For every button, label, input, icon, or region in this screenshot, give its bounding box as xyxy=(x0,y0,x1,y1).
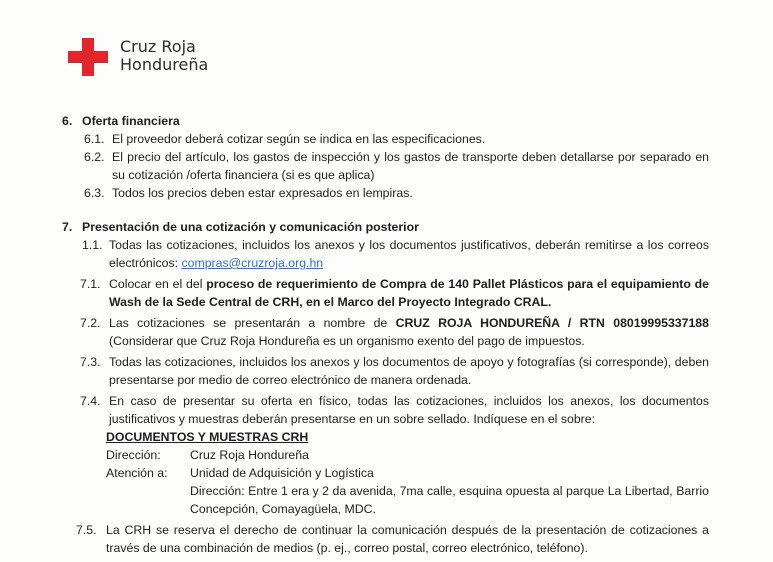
address-text: Dirección: Entre 1 era y 2 da avenida, 7ma calle, esquina opuesta al parque La Libertad, Barrio Concepción, Comayagüela, MDC. xyxy=(190,484,709,516)
item-text: Colocar en el del xyxy=(109,277,203,291)
list-item xyxy=(0,275,773,311)
item-text: Todos los precios deben estar expresados en lempiras. xyxy=(112,186,413,200)
envelope-attention-row xyxy=(0,464,773,482)
section-7-title-row xyxy=(0,218,773,236)
direction-value: Cruz Roja Hondureña xyxy=(190,448,309,462)
item-number: 6.1. xyxy=(84,132,105,146)
logo-text xyxy=(120,38,208,74)
list-item xyxy=(0,521,773,557)
logo-line-1: Cruz Roja xyxy=(120,37,196,56)
item-text: En caso de presentar su oferta en físico, todas las cotizaciones, incluidos los anexos, los documentos justificativos y muestras deberán presentarse en un sobre sellado. Indíquese en el sobre: xyxy=(109,394,709,426)
section-6 xyxy=(0,112,773,202)
item-number: 7.4. xyxy=(80,394,101,408)
document-body xyxy=(0,112,773,557)
list-item xyxy=(0,392,773,428)
section-6-title-row xyxy=(0,112,773,130)
section-7 xyxy=(0,218,773,557)
envelope-address xyxy=(0,482,773,518)
item-text: Todas las cotizaciones, incluidos los anexos y los documentos justificativos, deberán remitirse a los correos electrónicos: xyxy=(109,238,709,270)
email-link[interactable]: compras@cruzroja.org.hn xyxy=(181,256,324,270)
item-number: 7.5. xyxy=(76,523,97,537)
section-number: 6. xyxy=(62,114,73,128)
direction-label: Dirección: xyxy=(106,448,161,462)
envelope-direction-row xyxy=(0,446,773,464)
item-text: Todas las cotizaciones, incluidos los anexos y los documentos de apoyo y fotografías (si corresponde), deben presentarse por medio de correo electrónico de manera ordenada. xyxy=(109,355,709,387)
logo-line-2: Hondureña xyxy=(120,55,209,74)
item-number: 7.3. xyxy=(80,355,101,369)
item-bold-text: CRUZ ROJA HONDUREÑA / RTN 08019995337188 xyxy=(395,316,709,330)
item-number: 6.3. xyxy=(84,186,105,200)
attention-label: Atención a: xyxy=(106,466,168,480)
item-text: El proveedor deberá cotizar según se indica en las especificaciones. xyxy=(112,132,486,146)
item-number: 6.2. xyxy=(84,150,105,164)
list-item xyxy=(0,353,773,389)
list-item xyxy=(0,236,773,272)
item-bold-text: proceso de requerimiento de Compra de 140 Pallet Plásticos para el equipamiento de Wash de la Sede Central de CRH, en el Marco del Proyecto Integrado CRAL. xyxy=(109,277,710,309)
section-title: Oferta financiera xyxy=(82,114,180,128)
list-item xyxy=(0,314,773,350)
envelope-heading-row xyxy=(0,428,773,446)
section-number: 7. xyxy=(62,220,73,234)
item-text: La CRH se reserva el derecho de continuar la comunicación después de la presentación de cotizaciones a través de una combinación de medios (p. ej., correo postal, correo electrónico, teléfono). xyxy=(106,523,709,555)
item-text-post: (Considerar que Cruz Roja Hondureña es un organismo exento del pago de impuestos. xyxy=(109,334,585,348)
list-item xyxy=(0,184,773,202)
item-text: El precio del artículo, los gastos de inspección y los gastos de transporte deben detallarse por separado en su cotización /oferta financiera (si es que aplica) xyxy=(112,150,709,182)
envelope-heading: DOCUMENTOS Y MUESTRAS CRH xyxy=(106,430,309,444)
list-item xyxy=(0,148,773,184)
item-number: 7.2. xyxy=(80,316,101,330)
red-cross-bar xyxy=(68,51,108,63)
item-text: Las cotizaciones se presentarán a nombre de xyxy=(109,316,388,330)
attention-value: Unidad de Adquisición y Logística xyxy=(190,466,374,480)
section-title: Presentación de una cotización y comunicación posterior xyxy=(82,220,419,234)
item-number: 7.1. xyxy=(80,277,101,291)
list-item xyxy=(0,130,773,148)
item-number: 1.1. xyxy=(82,238,103,252)
cruz-roja-logo xyxy=(68,38,228,82)
